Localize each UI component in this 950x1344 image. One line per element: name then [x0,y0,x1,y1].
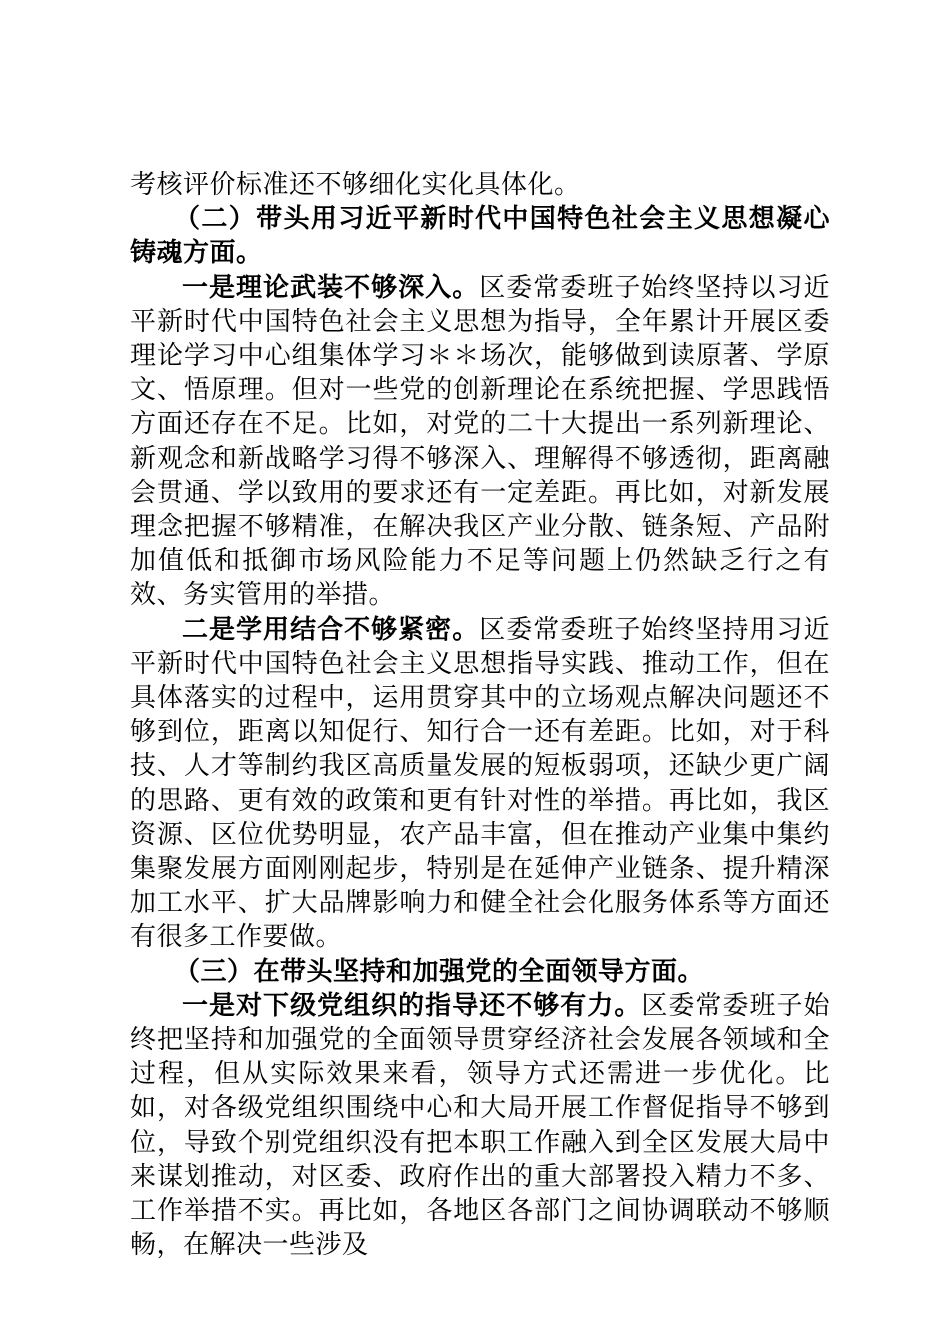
paragraph-text: 区委常委班子始终坚持以习近平新时代中国特色社会主义思想为指导，全年累计开展区委理论学习中心组集体学习＊＊场次，能够做到读原著、学原文、悟原理。但对一些党的创新理论在系统把握、学思践悟方面还存在不足。比如，对党的二十大提出一系列新理论、新观念和新战略学习得不够深入、理解得不够透彻，距离融会贯通、学以致用的要求还有一定差距。再比如，对新发展理念把握不够精准，在解决我区产业分散、链条短、产品附加值低和抵御市场风险能力不足等问题上仍然缺乏行之有效、务实管用的举措。 [130,272,830,611]
section-heading-text: （三）在带头坚持和加强党的全面领导方面。 [174,956,705,987]
paragraph-text: 区委常委班子始终坚持用习近平新时代中国特色社会主义思想指导实践、推动工作，但在具体落实的过程中，运用贯穿其中的立场观点解决问题还不够到位，距离以知促行、知行合一还有差距。比如，对于科技、人才等制约我区高质量发展的短板弱项，还缺少更广阔的思路、更有效的政策和更有针对性的举措。再比如，我区资源、区位优势明显，农产品丰富，但在推动产业集中集约集聚发展方面刚刚起步，特别是在延伸产业链条、提升精深加工水平、扩大品牌影响力和健全社会化服务体系等方面还有很多工作要做。 [130,614,830,953]
section-heading-2 [130,202,830,270]
document-page [130,168,830,1263]
paragraph-point-2 [130,613,830,955]
point-lead: 一是理论武装不够深入。 [182,272,480,303]
section-heading-text: （二）带头用习近平新时代中国特色社会主义思想凝心铸魂方面。 [130,204,830,269]
paragraph-text: 考核评价标准还不够细化实化具体化。 [130,170,581,200]
point-lead: 二是学用结合不够紧密。 [182,614,480,645]
paragraph-continuation [130,168,830,202]
point-lead: 一是对下级党组织的指导还不够有力。 [182,990,642,1021]
paragraph-text: 区委常委班子始终把坚持和加强党的全面领导贯穿经济社会发展各领域和全过程，但从实际效果来看，领导方式还需进一步优化。比如，对各级党组织围绕中心和大局开展工作督促指导不够到位，导致个别党组织没有把本职工作融入到全区发展大局中来谋划推动，对区委、政府作出的重大部署投入精力不多、工作举措不实。再比如，各地区各部门之间协调联动不够顺畅，在解决一些涉及 [130,990,830,1261]
paragraph-point-3 [130,989,830,1263]
paragraph-point-1 [130,271,830,613]
section-heading-3 [130,955,830,989]
